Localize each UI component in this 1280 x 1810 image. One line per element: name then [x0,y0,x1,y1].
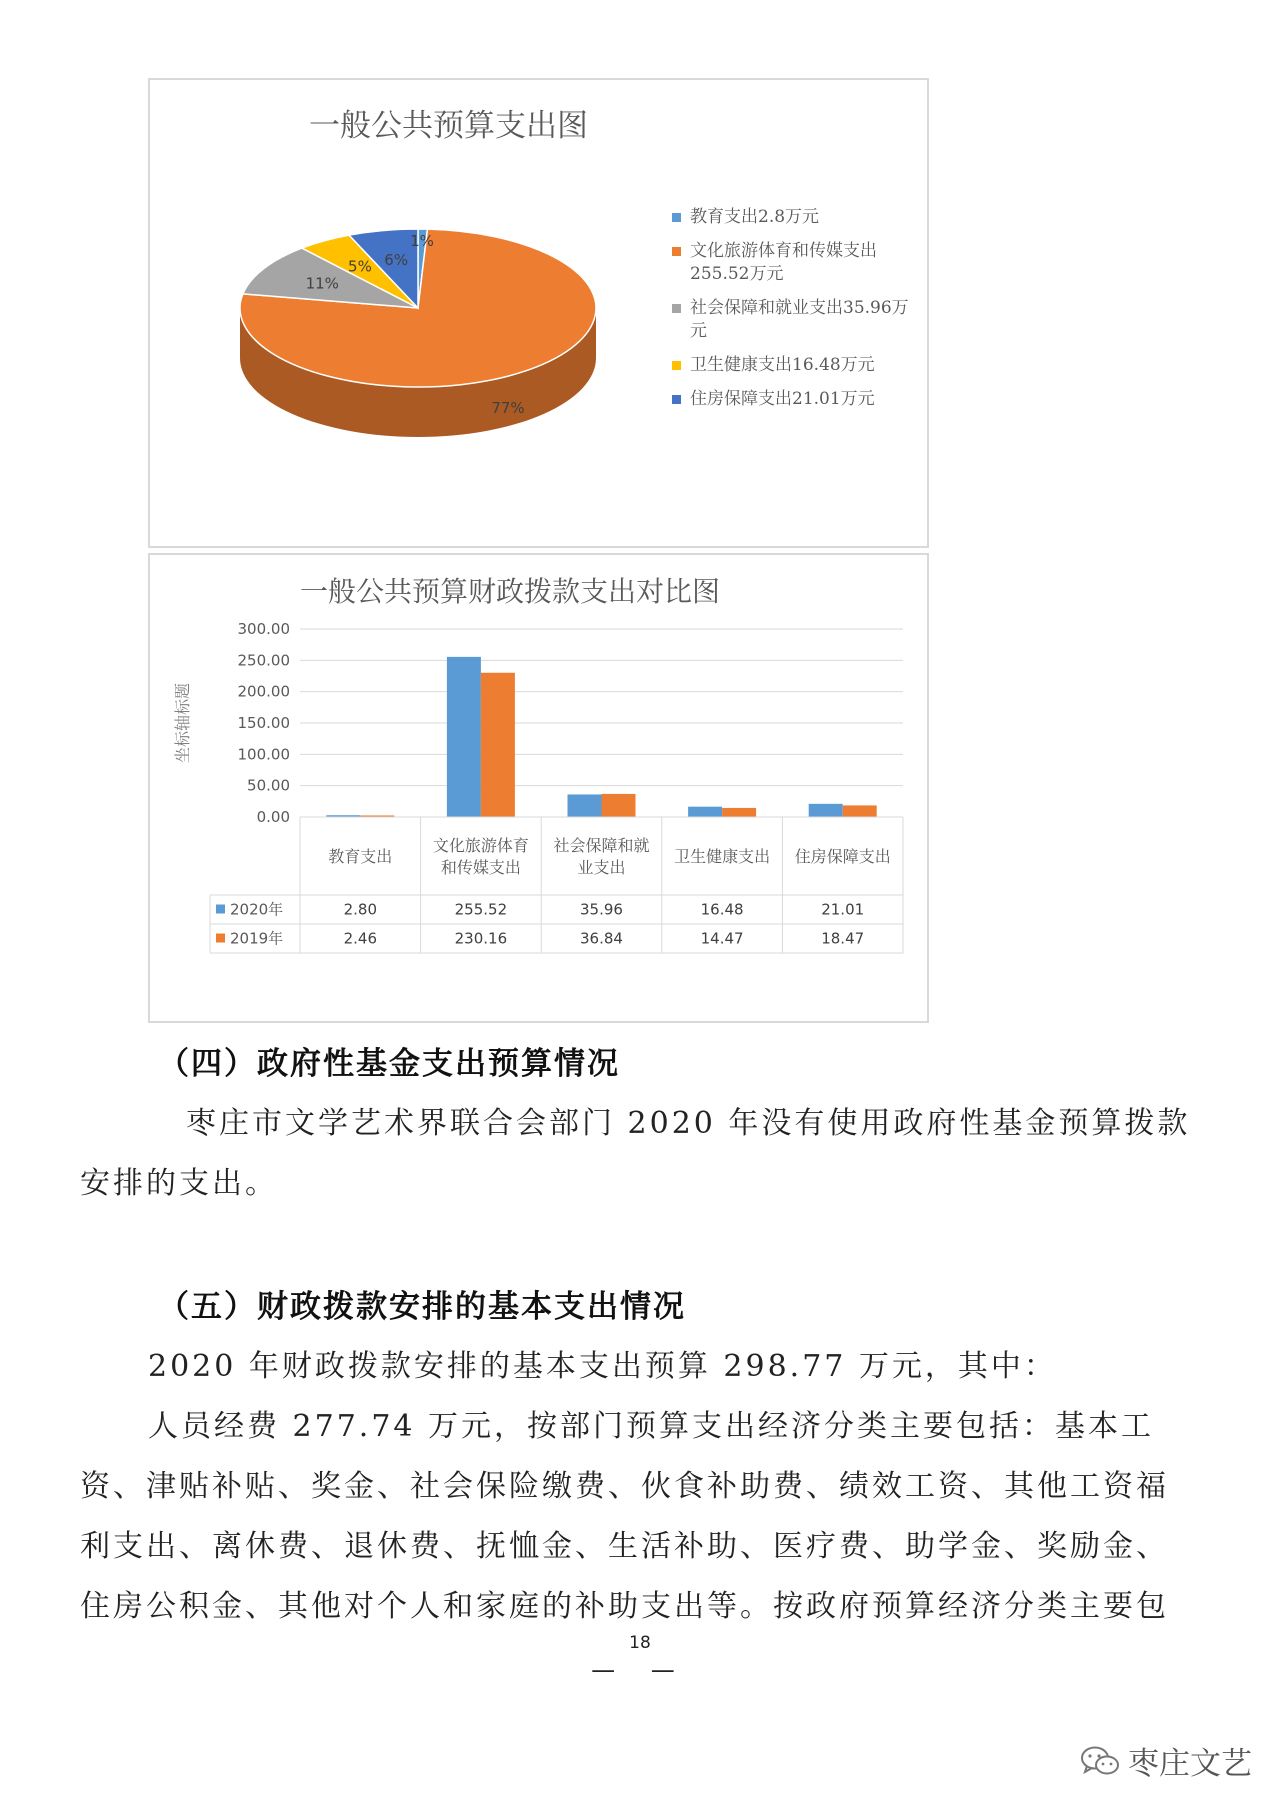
legend-label: 住房保障支出21.01万元 [690,389,875,409]
bar [481,673,515,817]
pie-chart-title: 一般公共预算支出图 [309,108,588,144]
legend-label: 文化旅游体育和传媒支出255.52万元 [690,241,877,284]
bar [688,807,722,817]
table-value: 14.47 [700,929,744,948]
bar [602,794,636,817]
legend-label: 教育支出2.8万元 [690,207,820,227]
legend-swatch [672,395,681,404]
legend-item [670,297,920,343]
legend-swatch [672,304,681,313]
watermark [1080,1738,1252,1783]
table-value: 230.16 [454,929,508,948]
x-category-label [553,836,649,877]
legend-swatch [672,361,681,370]
table-value: 16.48 [700,900,744,919]
pie-data-label: 5% [348,257,372,276]
y-tick-label: 300.00 [237,620,290,638]
table-value: 21.01 [821,900,865,919]
bar [722,808,756,817]
pie-chart [150,80,750,550]
series-name: 2019年 [230,929,284,948]
bars [326,657,876,817]
bar-chart-frame [148,553,929,1023]
pie-data-label: 6% [384,250,409,269]
legend-swatch [672,247,681,256]
legend-label: 卫生健康支出16.48万元 [690,355,875,375]
pie-tops [240,229,596,387]
table-value: 255.52 [454,900,508,919]
bar [843,805,877,817]
watermark-text: 枣庄文艺 [1128,1746,1252,1782]
pie-data-label: 11% [305,274,339,293]
bar-chart-title: 一般公共预算财政拨款支出对比图 [300,575,721,608]
x-category-label-line: 社会保障和就 [553,836,650,855]
legend-label: 社会保障和就业支出35.96万元 [690,298,909,341]
series-name: 2020年 [230,900,284,919]
bar-chart [150,555,927,1021]
x-category-label-line: 业支出 [577,858,626,877]
legend-item [670,206,920,229]
paragraph-line: 安排的支出。 [80,1166,278,1201]
legend-item [670,240,920,286]
table-value: 2.80 [343,900,378,919]
table-value: 18.47 [821,929,865,948]
paragraph-line: 人员经费 277.74 万元，按部门预算支出经济分类主要包括：基本工 [148,1409,1155,1444]
table-value: 2.46 [343,929,378,948]
paragraph-line: 资、津贴补贴、奖金、社会保险缴费、伙食补助费、绩效工资、其他工资福 [80,1469,1169,1504]
x-category-label-line: 和传媒支出 [440,858,521,877]
y-tick-label: 0.00 [256,808,290,826]
bar [809,804,843,817]
legend-key [216,905,225,914]
legend-key [216,934,225,943]
page-dashes: — — [591,1656,689,1684]
y-tick-label: 100.00 [237,745,290,764]
legend-item [670,388,920,411]
section-heading-5: （五）财政拨款安排的基本支出情况 [158,1289,686,1325]
paragraph-line: 2020 年财政拨款安排的基本支出预算 298.77 万元，其中： [148,1349,1057,1384]
y-axis-title: 坐标轴标题 [173,682,192,764]
x-category-label [674,847,770,866]
x-category-label [328,847,392,866]
table-value: 35.96 [580,900,623,919]
x-category-label-line: 住房保障支出 [794,847,891,866]
paragraph-line: 枣庄市文学艺术界联合会部门 2020 年没有使用政府性基金预算拨款 [186,1106,1191,1141]
section-heading-4: （四）政府性基金支出预算情况 [158,1046,620,1082]
bar [568,794,602,817]
page-number: 18 [629,1633,651,1653]
bar [447,657,481,817]
data-table [210,817,903,953]
table-value: 36.84 [580,929,623,948]
x-category-label [795,847,891,866]
y-tick-label: 200.00 [237,682,290,701]
y-tick-label: 250.00 [237,651,290,670]
legend-item [670,354,920,377]
pie-data-label: 1% [410,231,434,250]
x-category-label-line: 文化旅游体育 [432,836,529,855]
paragraph-line: 住房公积金、其他对个人和家庭的补助支出等。按政府预算经济分类主要包 [80,1589,1169,1624]
x-category-label-line: 教育支出 [328,847,393,866]
legend-swatch [672,213,681,222]
pie-legend [670,206,920,422]
wechat-icon [1080,1744,1120,1778]
y-tick-label: 50.00 [247,776,290,795]
x-category-label-line: 卫生健康支出 [674,847,771,866]
pie-data-label: 77% [491,399,525,417]
x-category-label [433,836,529,877]
pie-chart-frame [148,78,929,548]
paragraph-line: 利支出、离休费、退休费、抚恤金、生活补助、医疗费、助学金、奖励金、 [80,1529,1169,1564]
y-tick-label: 150.00 [237,714,290,732]
